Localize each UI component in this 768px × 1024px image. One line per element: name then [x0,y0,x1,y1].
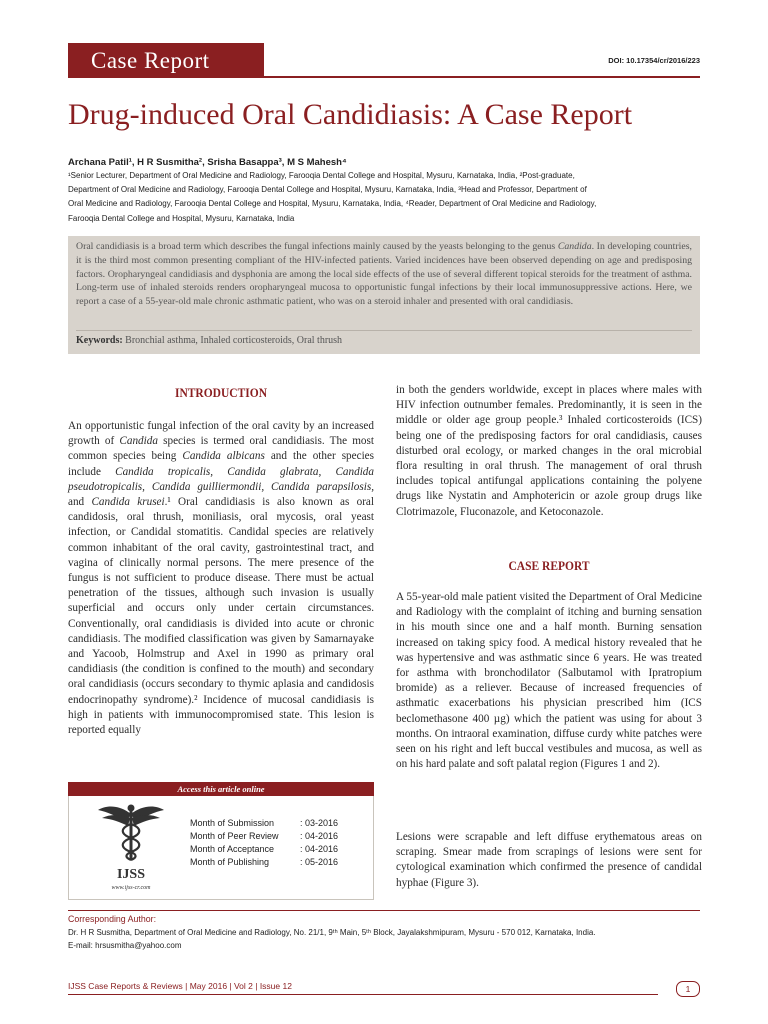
section-label: Case Report [68,43,264,78]
publication-dates [190,817,338,869]
authors: Archana Patil¹, H R Susmitha², Srisha Basappa³, M S Mahesh⁴ [68,157,347,168]
footer-divider [68,994,658,995]
access-heading: Access this article online [68,782,374,796]
case-report-paragraph-2: Lesions were scrapable and left diffuse erythematous areas on scraping. Smear made from scrapings of lesions were sent for cytological examination which confirmed the presence of candidal hyphae (Figure 3). [396,831,702,889]
affiliation-line: ¹Senior Lecturer, Department of Oral Medicine and Radiology, Farooqia Dental College and Hospital, Mysuru, Karnataka, India, ²Post-graduate, [68,171,575,180]
keywords [76,335,692,346]
table-row: Month of Submission : 03-2016 [190,818,339,828]
corresponding-address: Dr. H R Susmitha, Department of Oral Medicine and Radiology, No. 21/1, 9ᵗʰ Main, 5ᵗʰ Block, Jayalakshmipuram, Mysuru - 570 012, Karnataka, India. [68,928,596,937]
affiliation-line: Farooqia Dental College and Hospital, Mysuru, Karnataka, India [68,213,295,223]
introduction-continued: in both the genders worldwide, except in places where males with HIV infection outnumber females. Predominantly, it is seen in the middle or older age group people.³ Inhaled corticosteroids (ICS) being one of the predisposing factors for oral candidiasis, causes disturbed oral ecology, or marked changes in the oral microbial flora resulting in oral thrush. The management of oral thrush includes topical antifungal applications containing the polyene drugs like Nystatin and Amphotericin or azole group drugs like Clotrimazole, Fluconazole, and Ketoconazole. [396,384,702,518]
keywords-list: Bronchial asthma, Inhaled corticosteroids, Oral thrush [122,335,343,346]
keywords-label: Keywords: [76,335,123,346]
affiliation-line: Department of Oral Medicine and Radiology, Farooqia Dental College and Hospital, Mysuru, Karnataka, India, ³Head and Professor, Department of [68,185,587,195]
table-row: Month of Acceptance : 04-2016 [190,844,339,854]
affiliations [68,169,688,226]
svg-text:www.ijss-cr.com: www.ijss-cr.com [111,885,151,891]
table-row: Month of Publishing : 05-2016 [190,857,339,867]
corresponding-details [68,927,700,952]
affiliation-line: Oral Medicine and Radiology, Farooqia Dental College and Hospital, Mysuru, Karnataka, India, ⁴Reader, Department of Oral Medicine and Radiology, [68,199,597,209]
abstract-text: Oral candidiasis is a broad term which describes the fungal infections mainly caused by the yeasts belonging to the genus Candida. In developing countries, it is the third most common presenting compliant of the HIV-infected patients. Varied incidences have been observed depending on age and predisposing factors. Oropharyngeal candidiasis and dysphonia are among the local side effects of the use of several different topical steroids for the treatment of asthma. Long-term use of inhaled steroids renders oropharyngeal mucosa to opportunistic fungal infections by their local immunosuppressive actions. Here, we report a case of a 55-year-old male chronic asthmatic patient, who was on a steroid inhaler and presented with oral candidiasis. [76,241,692,308]
case-report-heading: CASE REPORT [508,559,590,573]
journal-footer: IJSS Case Reports & Reviews | May 2016 | Vol 2 | Issue 12 [68,981,292,991]
table-row: Month of Peer Review : 04-2016 [190,831,339,841]
ijss-logo [86,800,176,892]
header-divider [264,76,700,78]
introduction-paragraph: An opportunistic fungal infection of the oral cavity by an increased growth of Candida species is termed oral candidiasis. The most common species being Candida albicans and the other species include Candida tropicalis, Candida glabrata, Candida pseudotropicalis, Candida guilliermondii, Candida parapsilosis, and Candida krusei.¹ Oral candidiasis is also known as oral candidosis, oral thrush, moniliasis, oral mycosis, oral yeast infection, or Candidal stomatitis. Candidal species are relatively common inhabitant of the oral cavity, gastrointestinal tract, and vagina of clinically normal persons. The mere presence of the fungus is not sufficient to produce disease. There must be actual penetration of the tissues, although such invasion is usually superficial and occurs only under certain circumstances. Conventionally, oral candidiasis is divided into acute or chronic candidiasis. The modified classification was given by Samarnayake and Yacoob, Holmstrup and Axel in 1990 as primary oral candidiasis (the condition is confined to the mouth) and secondary oral candidiasis (occurs secondary to thymic aplasia and candidosis endocrinopathy syndrome).² Incidence of mucosal candidiasis is high in patients with immunocompromised state. This lesion is reported equally [68,420,375,737]
corresponding-email[interactable]: E-mail: hrsusmitha@yahoo.com [68,940,182,950]
doi: DOI: 10.17354/cr/2016/223 [608,56,700,65]
caduceus-icon [86,800,176,892]
case-report-paragraph-1: A 55-year-old male patient visited the Department of Oral Medicine and Radiology with the complaint of itching and burning sensation in his mouth since one and a half month. Burning sensation increased on taking spicy food. A medical history revealed that he was hypertensive and was asthmatic since 6 years. He was treated for asthma with bronchodilator (Salbutamol with Ipratropium bromide) as a reliever. Because of increased frequencies of asthmatic exacerbations his physician prescribed him (ICS beclomethasone 400 µg) which the patient was using for about 3 months. On intraoral examination, diffuse curdy white patches were seen on his right and left buccal vestibules and mucosa, as well as on his hard palate and soft palatal region (Figures 1 and 2). [396,591,702,771]
abstract-divider [76,330,692,331]
article-title: Drug-induced Oral Candidiasis: A Case Report [68,98,633,131]
introduction-heading: INTRODUCTION [174,386,267,400]
corresponding-divider [68,910,700,911]
svg-text:IJSS: IJSS [116,867,146,882]
page-number: 1 [676,981,700,997]
corresponding-title: Corresponding Author: [68,914,157,924]
